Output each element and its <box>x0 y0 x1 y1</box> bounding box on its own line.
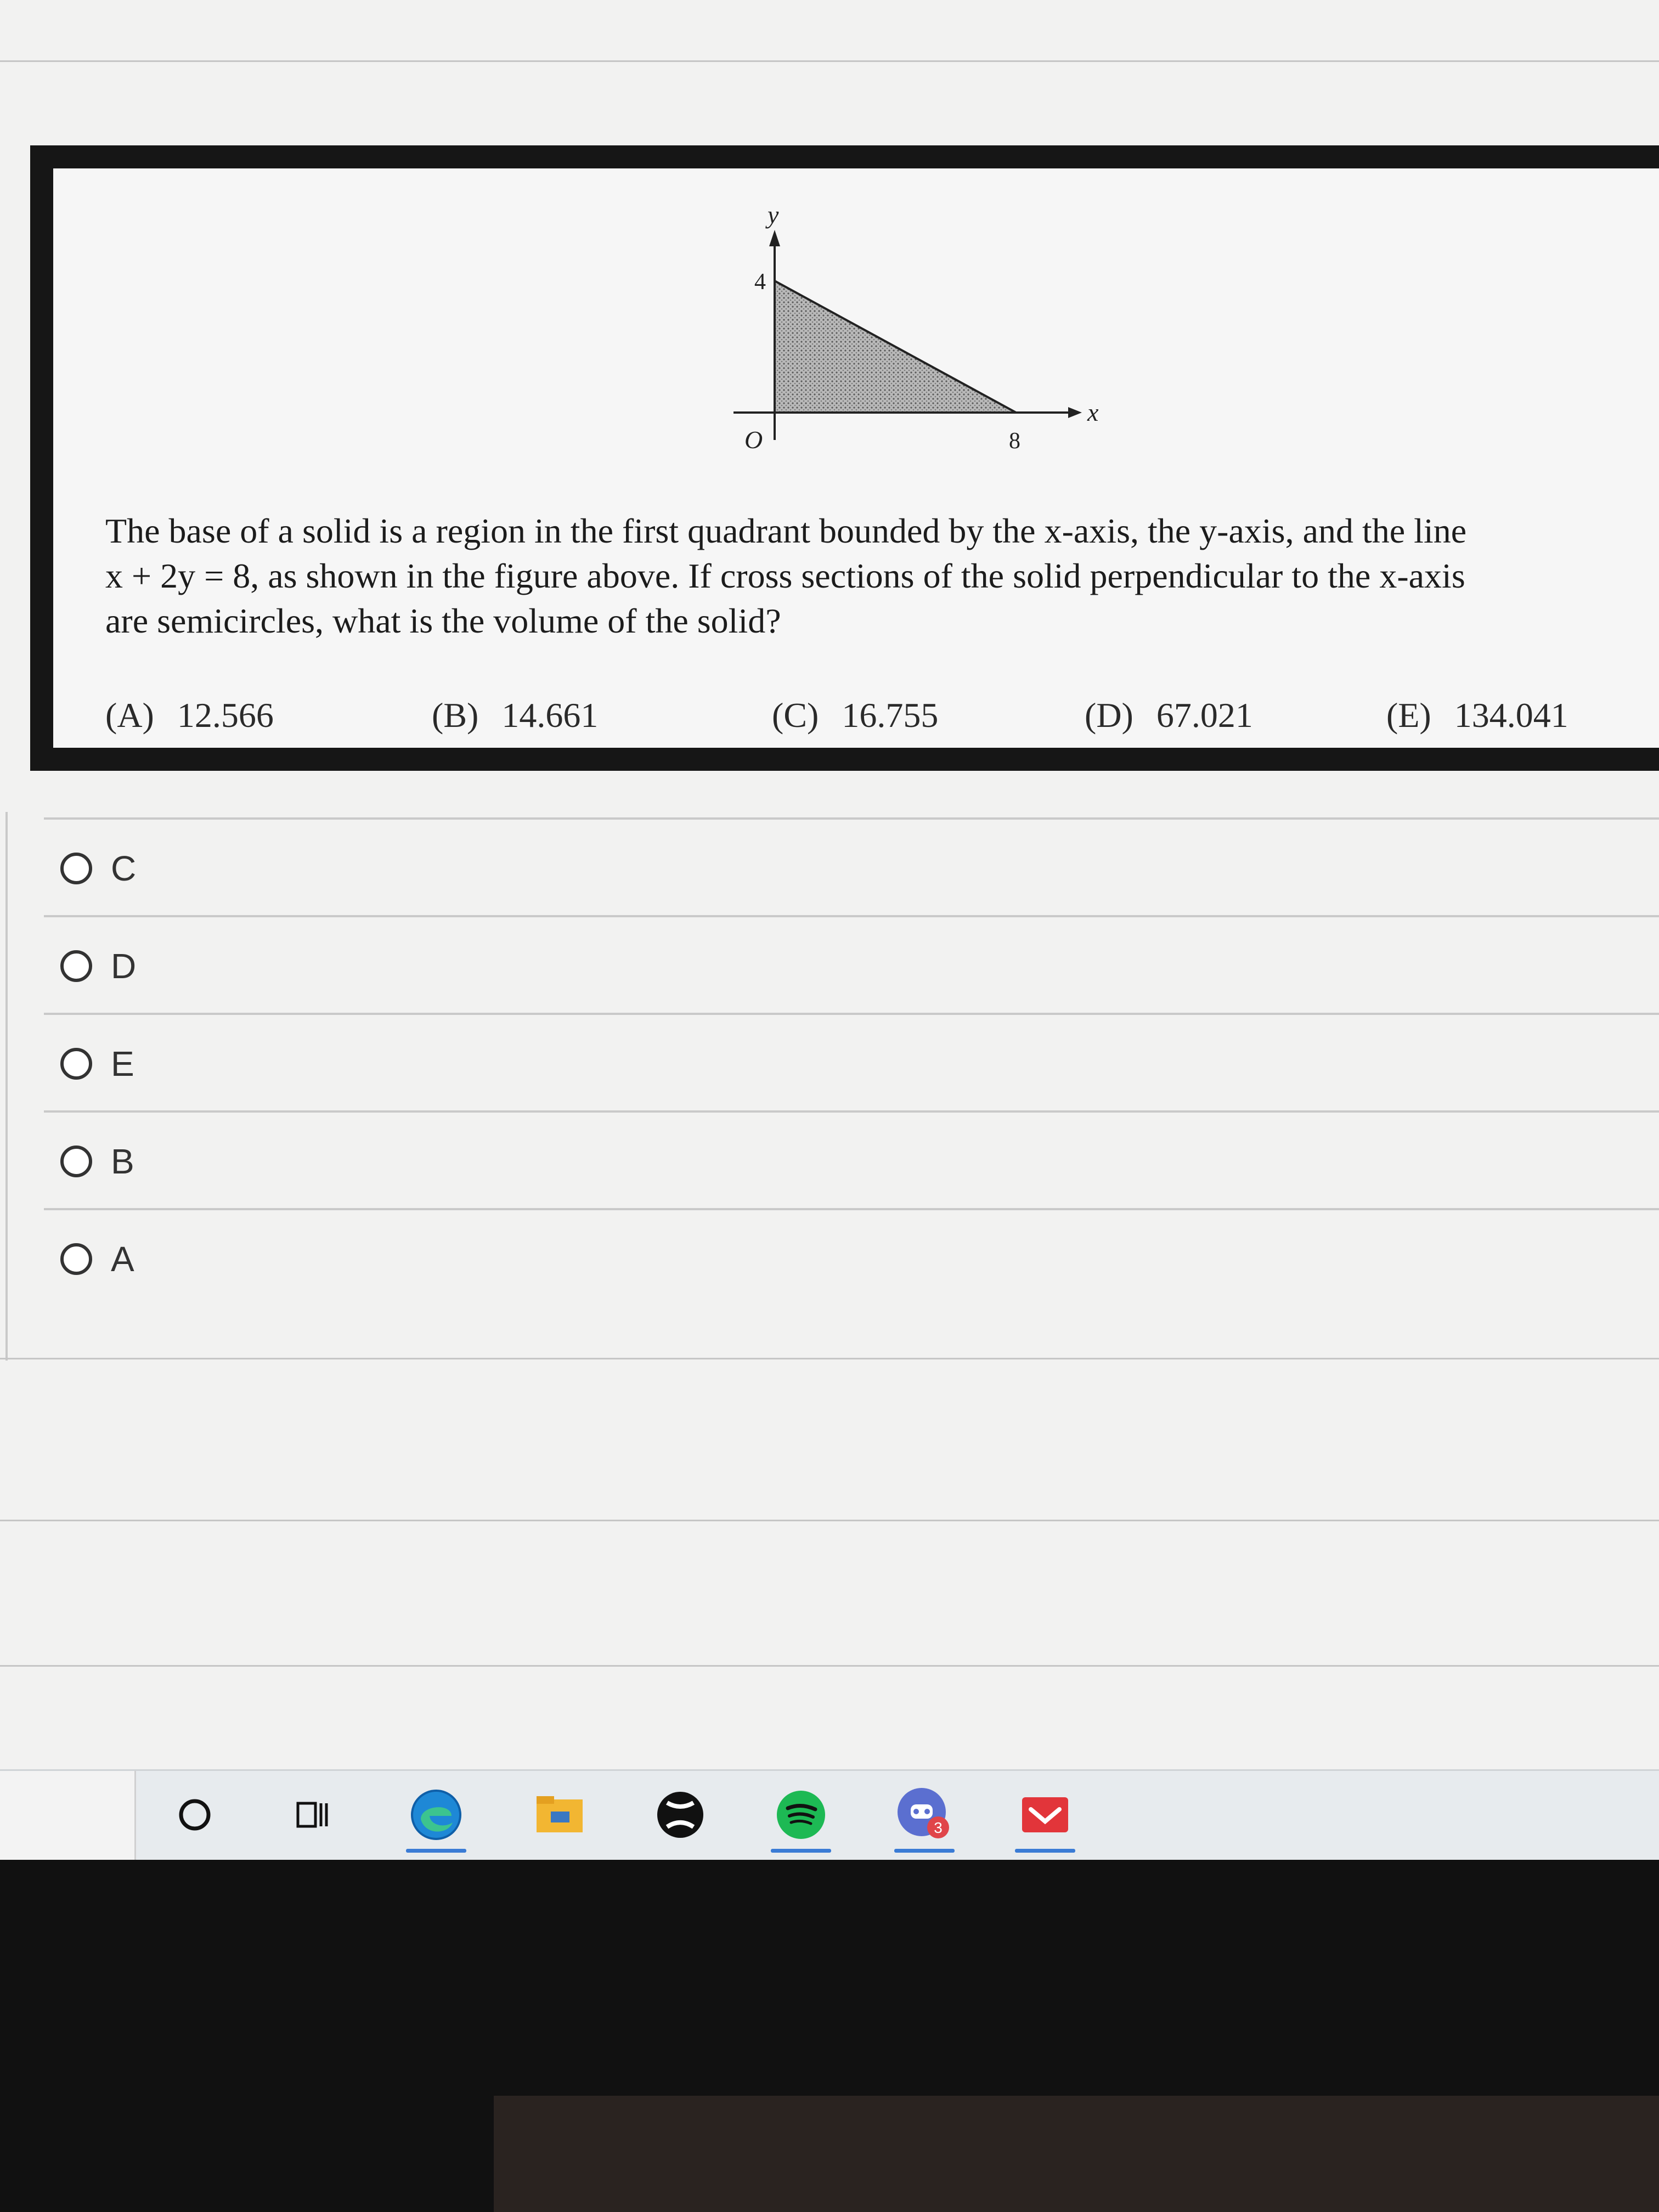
answer-option-d[interactable] <box>44 915 1659 1013</box>
header-divider <box>0 60 1659 62</box>
choice-row <box>105 695 1659 744</box>
answer-option-b[interactable] <box>44 1110 1659 1208</box>
active-indicator <box>894 1849 955 1853</box>
question-line: The base of a solid is a region in the first quadrant bounded by the x-axis, the y-axis, and the line <box>105 511 1467 550</box>
radio-button[interactable] <box>60 950 92 982</box>
desk-surface <box>494 2096 1659 2212</box>
x-intercept-label: 8 <box>1009 428 1020 454</box>
radio-button[interactable] <box>60 1048 92 1080</box>
choice-c <box>772 695 938 736</box>
radio-button[interactable] <box>60 853 92 884</box>
choice-letter: (E) <box>1386 696 1431 735</box>
taskbar-mail[interactable] <box>1009 1785 1081 1850</box>
radio-button[interactable] <box>60 1146 92 1177</box>
choice-d <box>1085 695 1253 736</box>
choice-value: 12.566 <box>177 696 274 735</box>
choice-value: 67.021 <box>1156 696 1253 735</box>
question-line: are semicircles, what is the volume of the solid? <box>105 601 781 640</box>
question-box <box>30 145 1659 771</box>
section-divider <box>0 1358 1659 1359</box>
taskbar-chat-app[interactable] <box>889 1785 960 1850</box>
search-circle-icon <box>159 1785 230 1845</box>
file-explorer-icon <box>524 1785 595 1845</box>
choice-value: 14.661 <box>501 696 599 735</box>
answer-option-label: B <box>111 1142 134 1181</box>
active-indicator <box>1015 1849 1075 1853</box>
choice-letter: (B) <box>432 696 479 735</box>
xbox-icon <box>645 1785 716 1845</box>
task-view-icon <box>277 1785 348 1845</box>
answer-option-label: A <box>111 1239 134 1279</box>
choice-a <box>105 695 274 736</box>
taskbar-task-view[interactable] <box>277 1785 348 1850</box>
choice-letter: (C) <box>772 696 819 735</box>
region-figure <box>673 196 1167 503</box>
taskbar-spotify[interactable] <box>765 1785 837 1850</box>
section-divider <box>0 1520 1659 1521</box>
answer-option-label: E <box>111 1044 134 1084</box>
answer-option-e[interactable] <box>44 1013 1659 1110</box>
answer-option-label: C <box>111 849 137 888</box>
spotify-icon <box>765 1785 837 1845</box>
taskbar-xbox[interactable] <box>645 1785 716 1850</box>
question-text <box>105 509 1659 644</box>
y-axis-label: y <box>768 201 779 229</box>
choice-e <box>1386 695 1568 736</box>
answer-panel-border <box>5 812 8 1361</box>
edge-browser-icon <box>400 1785 472 1845</box>
choice-b <box>432 695 598 736</box>
answer-option-a[interactable] <box>44 1208 1659 1306</box>
active-indicator <box>771 1849 831 1853</box>
x-axis-label: x <box>1087 398 1099 426</box>
radio-button[interactable] <box>60 1243 92 1275</box>
y-intercept-label: 4 <box>754 269 766 295</box>
origin-label: O <box>744 426 763 454</box>
choice-value: 134.041 <box>1454 696 1568 735</box>
taskbar-edge[interactable] <box>400 1785 472 1850</box>
choice-letter: (D) <box>1085 696 1133 735</box>
y-axis-arrow <box>769 230 780 246</box>
question-line: x + 2y = 8, as shown in the figure above. If cross sections of the solid perpendicular to the x-axis <box>105 556 1465 595</box>
active-indicator <box>406 1849 466 1853</box>
taskbar-file-explorer[interactable] <box>524 1785 595 1850</box>
choice-letter: (A) <box>105 696 154 735</box>
choice-value: 16.755 <box>842 696 939 735</box>
answer-option-c[interactable] <box>44 817 1659 915</box>
answer-option-label: D <box>111 946 137 986</box>
chat-app-icon <box>889 1785 960 1845</box>
mail-app-icon <box>1009 1785 1081 1845</box>
taskbar-search[interactable] <box>159 1785 230 1850</box>
section-divider <box>0 1665 1659 1667</box>
taskbar-search-area[interactable] <box>0 1771 136 1860</box>
taskbar <box>0 1769 1659 1860</box>
x-axis-arrow <box>1068 407 1082 418</box>
notification-badge: 3 <box>934 1819 943 1836</box>
